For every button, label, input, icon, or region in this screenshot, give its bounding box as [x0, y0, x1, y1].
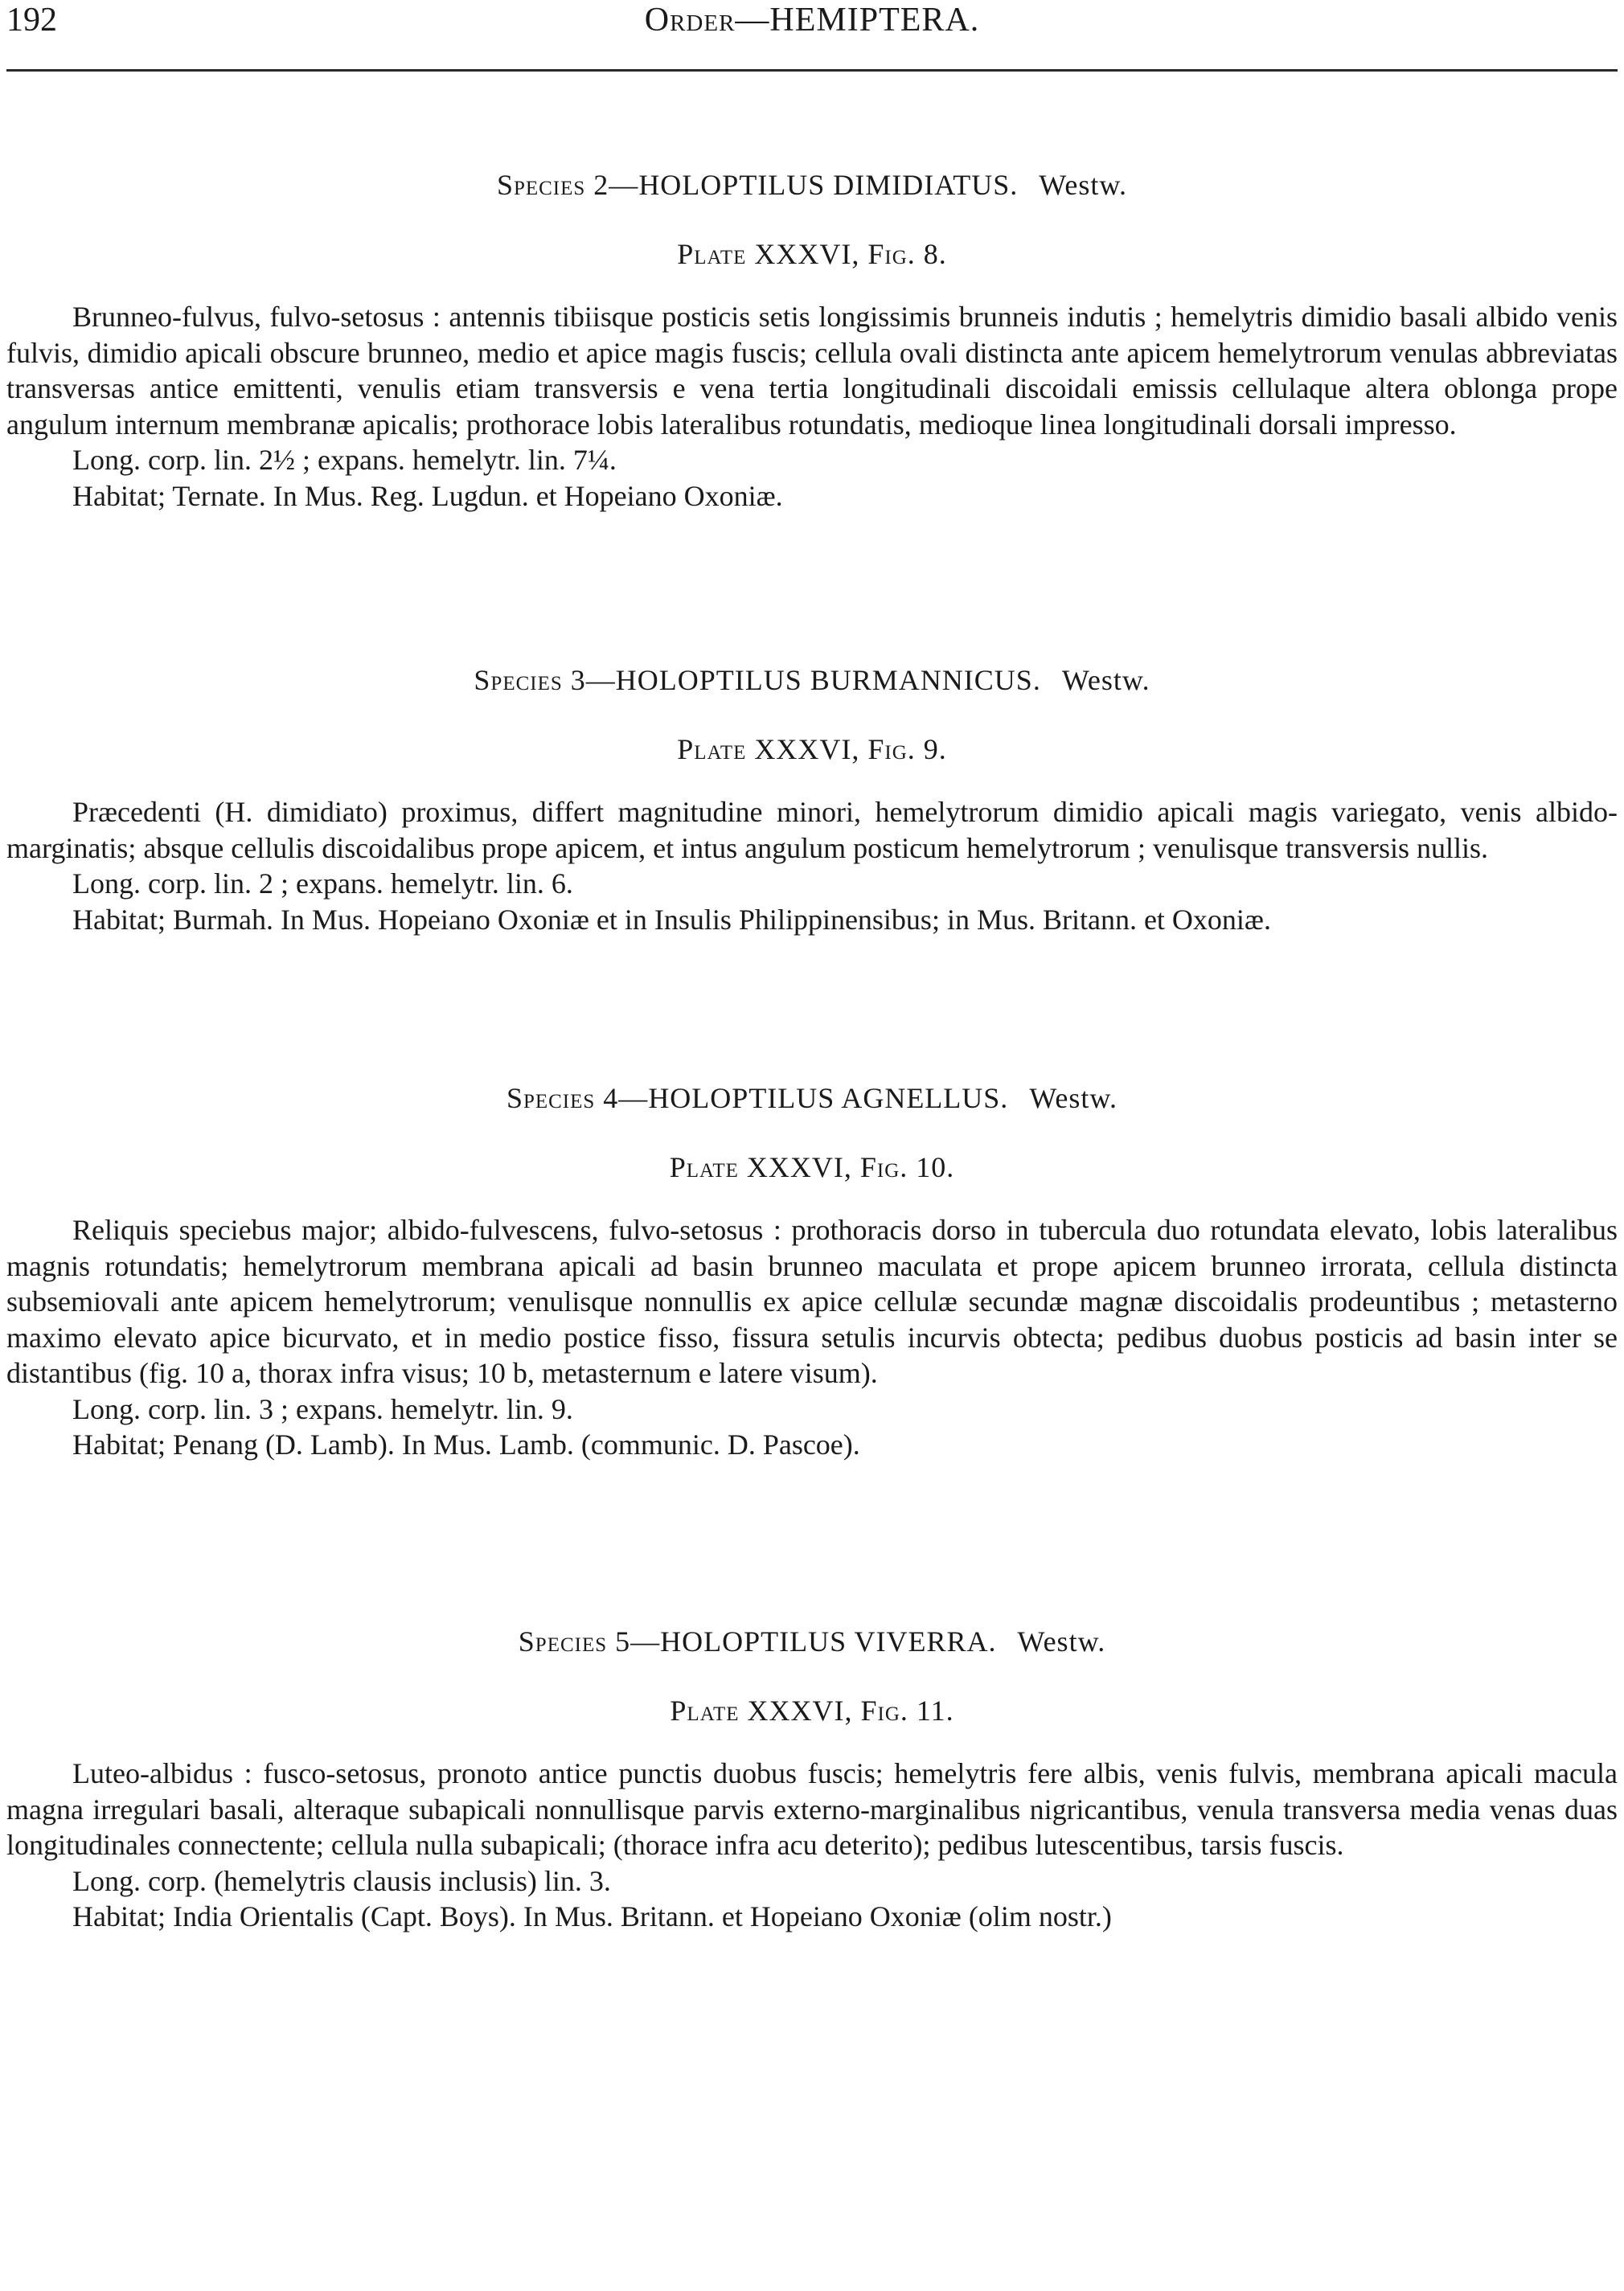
species-entry-3	[6, 662, 1618, 937]
species-description: Brunneo-fulvus, fulvo-setosus : antennis tibiisque posticis setis longissimis brunneis indutis ; hemelytris dimidio basali albido venis fulvis, dimidio apicali obscure brunneo, medio et apice magis fuscis; cellula ovali distincta ante apicem hemelytrorum venulas abbreviatas transversas antice emittenti, venulis etiam transversis e vena tertia longitudinali discoidali emissis cellulaque altera oblonga prope angulum internum membranæ apicalis; prothorace lobis lateralibus rotundatis, medioque linea longitudinali dorsali impresso.	[6, 301, 1618, 441]
species-author: Westw.	[1029, 1082, 1118, 1114]
page-number: 192	[6, 2, 57, 39]
plate-reference: Plate XXXVI, Fig. 10.	[669, 1151, 955, 1183]
species-number: Species 4—	[506, 1082, 649, 1114]
species-number: Species 3—	[474, 664, 616, 696]
species-habitat: Habitat; Burmah. In Mus. Hopeiano Oxoniæ et in Insulis Philippinensibus; in Mus. Britann. et Oxoniæ.	[72, 903, 1271, 936]
running-head	[6, 0, 1618, 48]
header-rule	[6, 69, 1618, 72]
species-name: HOLOPTILUS AGNELLUS.	[648, 1082, 1009, 1114]
species-description: Luteo-albidus : fusco-setosus, pronoto antice punctis duobus fuscis; hemelytris fere albis, venis fulvis, membrana apicali macula magna irregulari basali, alteraque subapicali nonnullisque parvis externo-marginalibus nigricantibus, venula transversa media venas duas longitudinales connectente; cellula nulla subapicali; (thorace infra acu deterito); pedibus lutescentibus, tarsis fuscis.	[6, 1757, 1618, 1861]
plate-reference: Plate XXXVI, Fig. 11.	[670, 1695, 954, 1727]
species-number: Species 5—	[518, 1625, 661, 1658]
species-author: Westw.	[1061, 664, 1150, 696]
species-entry-4	[6, 1080, 1618, 1463]
species-author: Westw.	[1017, 1625, 1106, 1658]
species-heading	[6, 1624, 1618, 1661]
species-heading	[6, 1080, 1618, 1117]
species-name: HOLOPTILUS BURMANNICUS.	[615, 664, 1041, 696]
species-author: Westw.	[1039, 169, 1128, 201]
species-habitat: Habitat; India Orientalis (Capt. Boys). In Mus. Britann. et Hopeiano Oxoniæ (olim nostr.)	[72, 1900, 1112, 1932]
species-measurements: Long. corp. (hemelytris clausis inclusis) lin. 3.	[72, 1864, 611, 1897]
species-description: Reliquis speciebus major; albido-fulvescens, fulvo-setosus : prothoracis dorso in tubercula duo rotundata elevato, lobis lateralibus magnis rotundatis; hemelytrorum membrana apicali ad basin brunneo maculata et prope apicem brunneo irrorata, cellula distincta subsemiovali ante apicem hemelytrorum; venulisque nonnullis ex apice cellulæ secundæ magnæ discoidalis prodeuntibus ; metasterno maximo elevato apice bicurvato, et in medio postice fisso, fissura setulis incurvis obtecta; pedibus duobus posticis ad basin inter se distantibus (fig. 10 a, thorax infra visus; 10 b, metasternum e latere visum).	[6, 1214, 1618, 1389]
plate-reference: Plate XXXVI, Fig. 8.	[677, 238, 947, 270]
species-entry-5	[6, 1624, 1618, 1935]
species-habitat: Habitat; Penang (D. Lamb). In Mus. Lamb. (communic. D. Pascoe).	[72, 1428, 860, 1461]
species-name: HOLOPTILUS VIVERRA.	[660, 1625, 997, 1658]
species-description: Præcedenti (H. dimidiato) proximus, differt magnitudine minori, hemelytrorum dimidio apicali magis variegato, venis albido-marginatis; absque cellulis discoidalibus prope apicem, et intus angulum posticum hemelytrorum ; venulisque transversis nullis.	[6, 796, 1618, 864]
species-name: HOLOPTILUS DIMIDIATUS.	[638, 169, 1019, 201]
species-heading	[6, 662, 1618, 699]
species-entry-2	[6, 167, 1618, 514]
species-measurements: Long. corp. lin. 2½ ; expans. hemelytr. lin. 7¼.	[72, 444, 617, 476]
species-heading	[6, 167, 1618, 204]
species-habitat: Habitat; Ternate. In Mus. Reg. Lugdun. et Hopeiano Oxoniæ.	[72, 479, 783, 512]
species-number: Species 2—	[496, 169, 639, 201]
running-title: Order—HEMIPTERA.	[644, 2, 980, 39]
species-measurements: Long. corp. lin. 2 ; expans. hemelytr. lin. 6.	[72, 867, 573, 900]
plate-reference: Plate XXXVI, Fig. 9.	[677, 733, 947, 765]
species-measurements: Long. corp. lin. 3 ; expans. hemelytr. lin. 9.	[72, 1392, 573, 1425]
